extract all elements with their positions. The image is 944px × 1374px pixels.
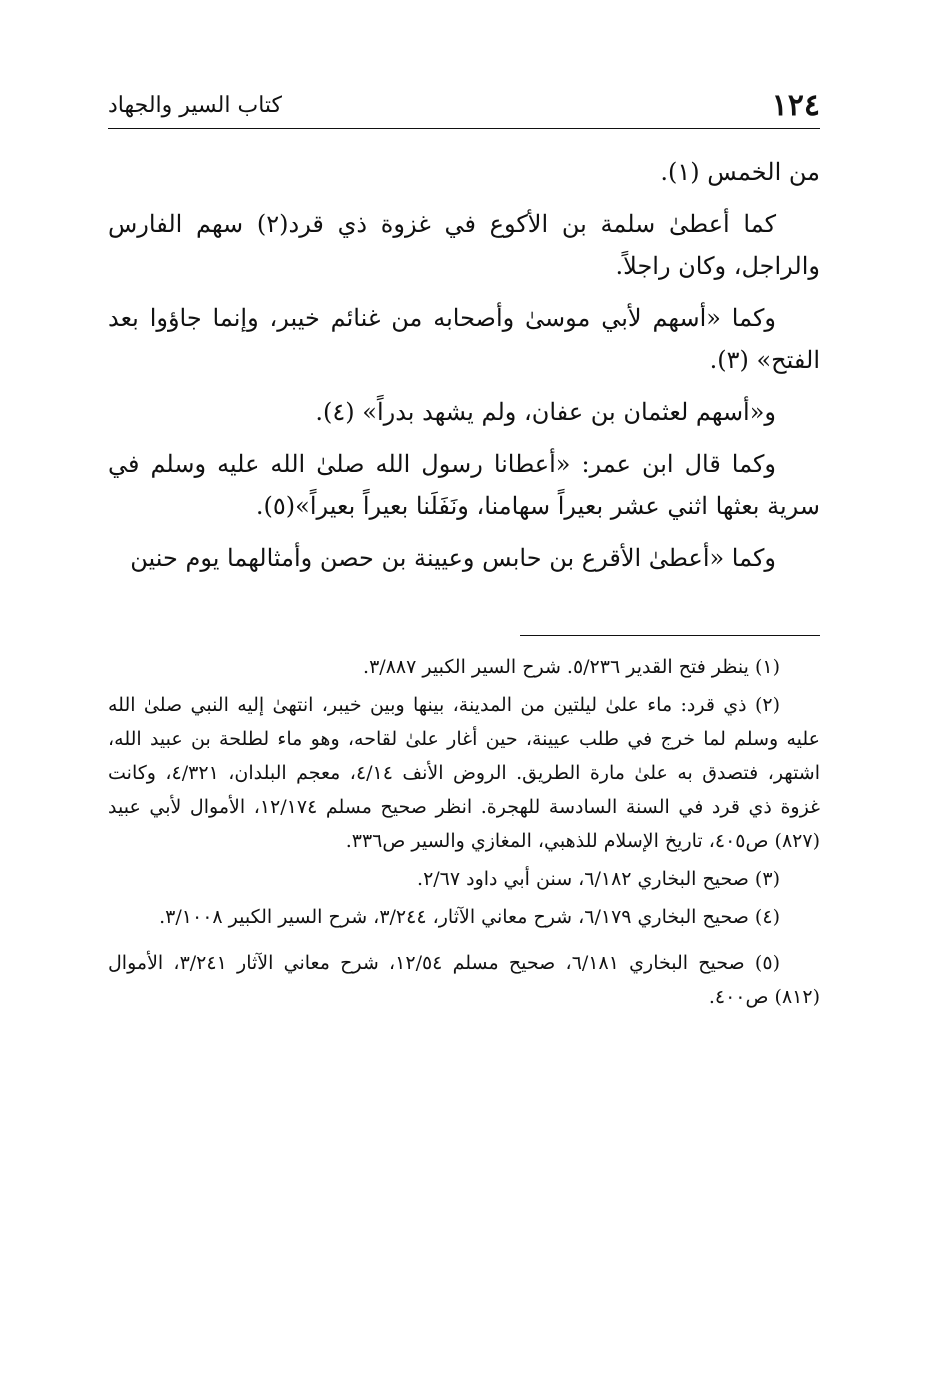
paragraph: و«أسهم لعثمان بن عفان، ولم يشهد بدراً» (٤).: [315, 398, 776, 426]
footnote: (٢) ذي قرد: ماء علىٰ ليلتين من المدينة، بينها وبين خيبر، انتهىٰ إليه النبي صلىٰ الله عليه وسلم لما خرج في طلب عيينة، حين أغار علىٰ لقاحه، وهو ماء لطلحة بن عبيد الله، اشتهر، فتصدق به علىٰ مارة الطريق. الروض الأنف ٤/١٤، معجم البلدان، ٤/٣٢١، وكانت غزوة ذي قرد في السنة السادسة للهجرة. انظر صحيح مسلم ١٢/١٧٤، الأموال لأبي عبيد (٨٢٧) ص٤٠٥، تاريخ الإسلام للذهبي، المغازي والسير ص٣٣٦.: [108, 694, 820, 852]
main-text: [108, 151, 820, 579]
paragraph: وكما «أسهم لأبي موسىٰ وأصحابه من غنائم خيبر، وإنما جاؤوا بعد الفتح» (٣).: [108, 304, 820, 374]
footnote: (٤) صحيح البخاري ٦/١٧٩، شرح معاني الآثار، ٣/٢٤٤، شرح السير الكبير ٣/١٠٠٨.: [159, 906, 780, 928]
running-header: [108, 88, 820, 129]
footnote-separator: [520, 635, 820, 636]
paragraph: كما أعطىٰ سلمة بن الأكوع في غزوة ذي قرد(٢) سهم الفارس والراجل، وكان راجلاً.: [108, 210, 820, 280]
paragraph: من الخمس (١).: [660, 158, 820, 186]
page-number: ١٢٤: [771, 88, 820, 123]
footnote: (٣) صحيح البخاري ٦/١٨٢، سنن أبي داود ٢/٦٧.: [417, 868, 780, 890]
footnote: (٥) صحيح البخاري ٦/١٨١، صحيح مسلم ١٢/٥٤، شرح معاني الآثار ٣/٢٤١، الأموال (٨١٢) ص٤٠٠.: [108, 952, 820, 1008]
paragraph: وكما قال ابن عمر: «أعطانا رسول الله صلىٰ الله عليه وسلم في سرية بعثها اثني عشر بعيراً سهامنا، ونَفَلَنا بعيراً بعيراً»(٥).: [108, 450, 820, 520]
book-title: كتاب السير والجهاد: [108, 93, 283, 118]
footnotes: [108, 650, 820, 1014]
book-page: [108, 88, 820, 1288]
paragraph: وكما «أعطىٰ الأقرع بن حابس وعيينة بن حصن وأمثالهما يوم حنين: [130, 544, 776, 572]
footnote: (١) ينظر فتح القدير ٥/٢٣٦. شرح السير الكبير ٣/٨٨٧.: [363, 656, 780, 678]
